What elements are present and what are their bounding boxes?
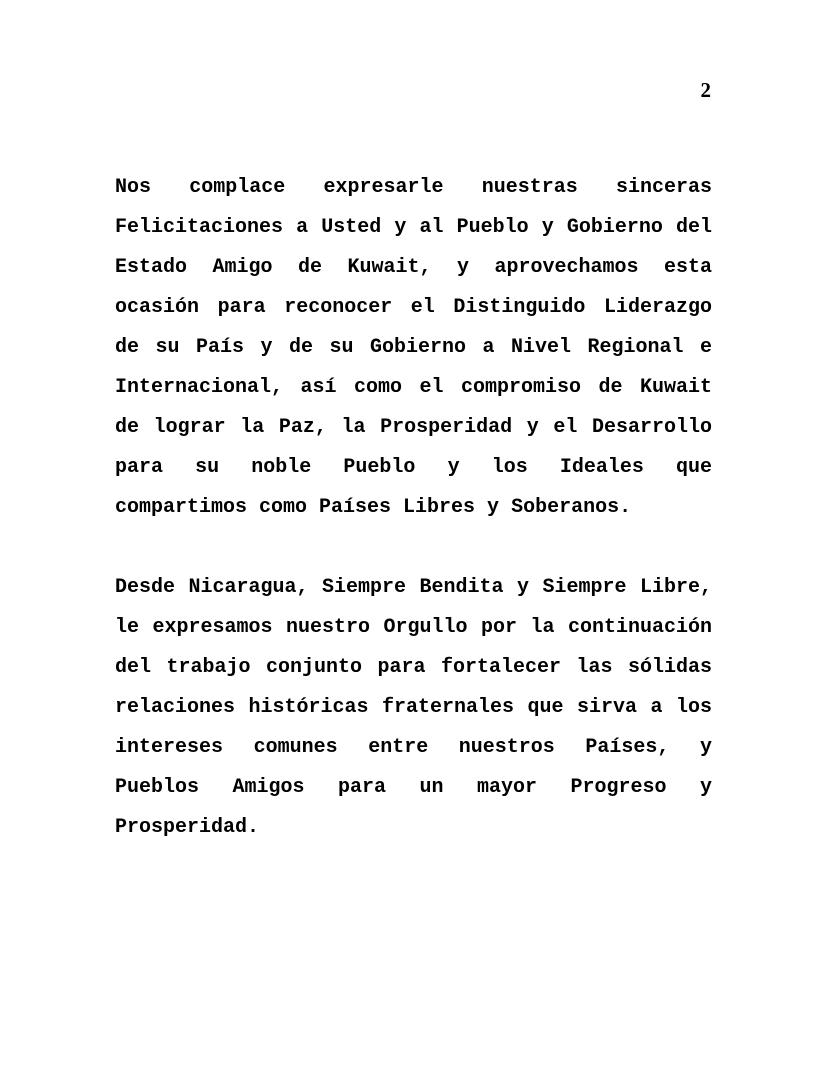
paragraph-nicaragua: Desde Nicaragua, Siempre Bendita y Siempre Libre, le expresamos nuestro Orgullo por la continuación del trabajo conjunto para fortalecer las sólidas relaciones históricas fraternales que sirva a los intereses comunes entre nuestros Países, y Pueblos Amigos para un mayor Progreso y Prosperidad.	[115, 576, 712, 839]
letter-body	[115, 168, 712, 848]
paragraph-congratulations: Nos complace expresarle nuestras sinceras Felicitaciones a Usted y al Pueblo y Gobierno del Estado Amigo de Kuwait, y aprovechamos esta ocasión para reconocer el Distinguido Liderazgo de su País y de su Gobierno a Nivel Regional e Internacional, así como el compromiso de Kuwait de lograr la Paz, la Prosperidad y el Desarrollo para su noble Pueblo y los Ideales que compartimos como Países Libres y Soberanos.	[115, 176, 712, 519]
page-number: 2	[700, 78, 711, 102]
